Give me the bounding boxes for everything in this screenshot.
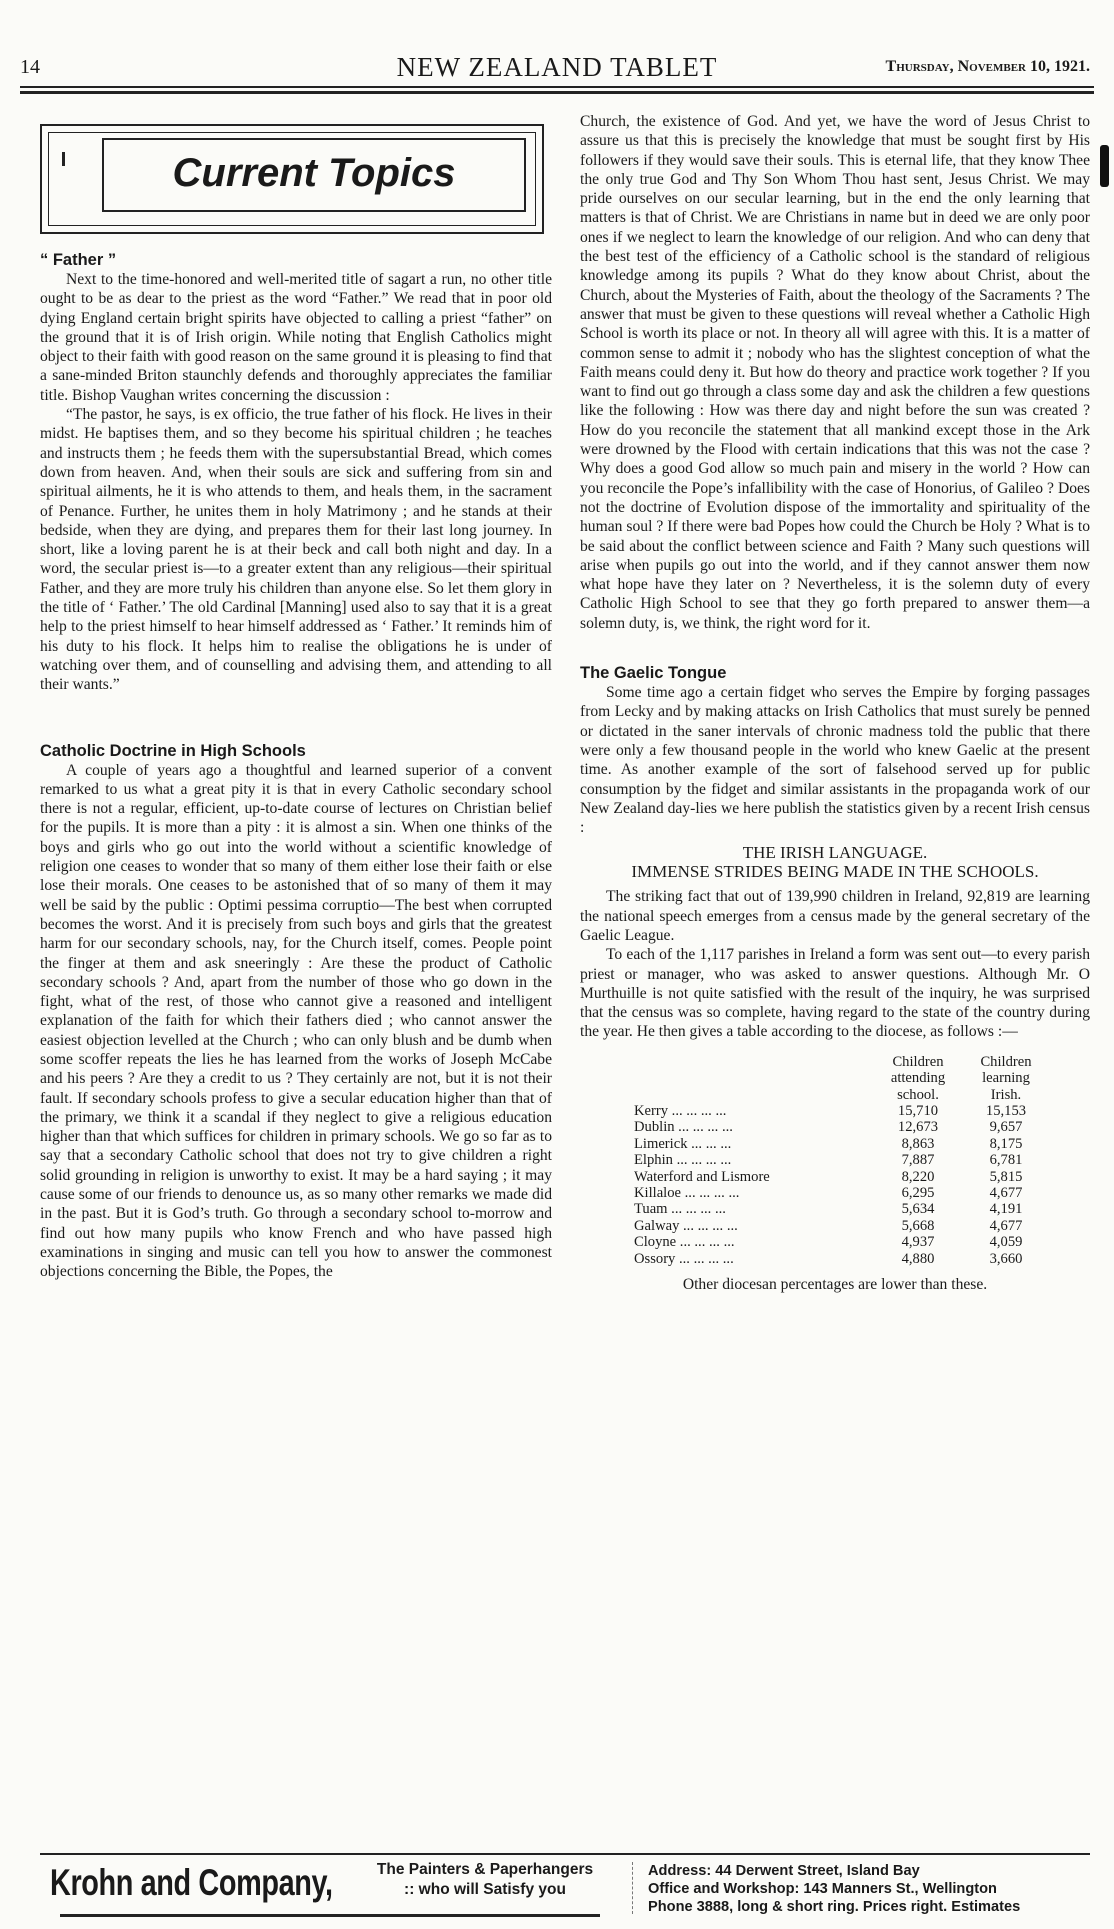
- header-attending-2: attending: [890, 1070, 946, 1087]
- attending-cell: 4,880: [901, 1250, 935, 1267]
- catholic-doctrine-title: Catholic Doctrine in High Schools: [40, 741, 306, 760]
- ad-rule-bottom: [60, 1914, 600, 1917]
- page-edge-mark: [1100, 145, 1109, 187]
- box-ornament: [62, 152, 65, 166]
- census-table: [634, 1054, 1050, 1267]
- learning-cell: 4,059: [989, 1234, 1023, 1251]
- catholic-doctrine-paragraph-2: Church, the existence of God. And yet, we have the word of Jesus Christ to assure us that this is precisely the knowledge that must be sought first by His followers if they would save their souls. This is eternal life, that they know Thee the only true God and Thy Son Whom Thou hast sent, Jesus Christ. We may pride ourselves on our secular learning, but in the end the only learning that matters is that of Christ. We are Christians in name but in deed we are only poor ones if we neglect to learn the knowledge of our religion. And who can deny that the best test of the efficiency of a Catholic school is the standard of religious knowledge among its pupils ? What do they know about Christ, about the Church, about the Mysteries of Faith, about the theology of the Sacraments ? The answer that must be given to these questions will reveal whether a Catholic High School is worth its place or not. In theory all will agree with this. It is a matter of common sense to admit it ; nobody who has the slightest conception of what the Faith means could deny it. But how do theory and practice work together ? If you want to find out go through a class some day and ask the children a few questions like the following : How was there day and night before the sun was created ? How do you reconcile the statement that all mankind except those in the Ark were drowned by the Flood with certain indications that this was not the case ? Why does a good God allow so much pain and misery in the world ? How can you reconcile the Pope’s infallibility with the case of Honorius, of Galileo ? Does not the doctrine of Evolution dispose of the immortality and spirituality of the human soul ? If there were bad Popes how could the Church be Holy ? What is to be said about the conflict between science and Faith ? Many such questions will arise when pupils go out into the world, and if they cannot answer them now what hope have they later on ? Nevertheless, it is the solemn duty of every Catholic High School to see that they go forth prepared to answer them—a solemn duty, is, we think, the right word for it.: [580, 113, 1090, 632]
- section-gap: [580, 633, 1090, 663]
- census-header-row-2: [634, 1070, 1050, 1086]
- census-header-row-1: [634, 1054, 1050, 1070]
- table-row: [634, 1201, 1050, 1217]
- masthead-rule-thick: [20, 91, 1094, 94]
- diocesan-footnote: Other diocesan percentages are lower than these.: [682, 1276, 988, 1294]
- diocese-cell: Kerry ... ... ... ...: [634, 1102, 727, 1119]
- table-row: [634, 1185, 1050, 1201]
- left-column: [40, 112, 552, 1282]
- diocese-cell: Tuam ... ... ... ...: [634, 1201, 726, 1218]
- diocese-cell: Limerick ... ... ...: [634, 1135, 732, 1152]
- learning-cell: 5,815: [989, 1168, 1023, 1185]
- diocese-cell: Cloyne ... ... ... ...: [634, 1234, 735, 1251]
- headline-line-2: IMMENSE STRIDES BEING MADE IN THE SCHOOLS.: [631, 862, 1039, 882]
- census-header-blank: [634, 1054, 874, 1070]
- ad-tagline-line-1: The Painters & Paperhangers: [376, 1861, 594, 1878]
- attending-cell: 5,634: [901, 1201, 935, 1218]
- section-gap: [40, 695, 552, 741]
- masthead-rule: [20, 86, 1094, 88]
- attending-cell: 15,710: [897, 1102, 939, 1119]
- table-row: [634, 1169, 1050, 1185]
- headline-line-1: THE IRISH LANGUAGE.: [742, 843, 928, 863]
- header-attending-1: Children: [892, 1053, 944, 1070]
- header-learning-1: Children: [980, 1053, 1032, 1070]
- father-paragraph-1: Next to the time-honored and well-merited title of sagart a run, no other title ought to be as dear to the priest as the word “Father.” We read that in poor old dying England certain bright spirits have objected to calling a priest “father” on the ground that it is of Irish origin. While noting that English Catholics might object to their faith with good reason on the same ground it is pleasing to find that a sane-minded Briton staunchly defends and thoroughly appreciates the familiar title. Bishop Vaughan writes concerning the discussion :: [40, 271, 552, 404]
- diocese-cell: Elphin ... ... ... ...: [634, 1152, 732, 1169]
- ad-office: Office and Workshop: 143 Manners St., Wellington: [648, 1881, 997, 1897]
- learning-cell: 15,153: [985, 1102, 1027, 1119]
- learning-cell: 9,657: [989, 1119, 1023, 1136]
- table-row: [634, 1234, 1050, 1250]
- table-row: [634, 1152, 1050, 1168]
- masthead: [20, 52, 1094, 86]
- ad-tagline: [355, 1860, 615, 1900]
- father-paragraph-2: “The pastor, he says, is ex officio, the true father of his flock. He lives in their midst. He baptises them, and so they become his spiritual children ; he teaches and instructs them ; he feeds them with the supersubstantial Bread, which comes down from heaven. And, when their souls are sick and suffering from sin and spiritual ailments, he it is who attends to them, and heals them, in the sacrament of Penance. Further, he unites them in holy Matrimony ; and he stands at their bedside, when they are dying, and prepares them for their last long journey. In short, like a loving parent he is at their beck and call both night and day. In a word, the secular priest is—to a greater extent than any religious—their spiritual Father, and they are more truly his children than anyone else. So let them glory in the title of ‘ Father.’ The old Cardinal [Manning] used also to say that it is a great help to the priest himself to hear himself addressed as ‘ Father.’ It reminds him of his duty to his flock. It helps him to realise the obligations he is under of watching over them, and of counselling and advising them, and attending to all their wants.”: [40, 406, 552, 694]
- table-row: [634, 1103, 1050, 1119]
- irish-language-headline: [580, 843, 1090, 881]
- attending-cell: 12,673: [897, 1119, 939, 1136]
- diocese-cell: Dublin ... ... ... ...: [634, 1119, 733, 1136]
- krohn-advertisement: [40, 1858, 1090, 1920]
- ad-address: Address: 44 Derwent Street, Island Bay: [648, 1863, 920, 1879]
- ad-divider: [632, 1862, 634, 1914]
- ad-company-name: Krohn and Company,: [50, 1862, 333, 1903]
- header-attending-3: school.: [897, 1086, 939, 1103]
- ad-rule-top: [40, 1853, 1090, 1855]
- gaelic-paragraph-3: To each of the 1,117 parishes in Ireland a form was sent out—to every parish priest or manager, who was asked to answer questions. Although Mr. O Murthuille is not quite satisfied with the result of the inquiry, he was surprised that the census was so complete, having regard to the state of the country during the year. He then gives a table according to the diocese, as follows :—: [580, 946, 1090, 1041]
- diocese-cell: Killaloe ... ... ... ...: [634, 1185, 740, 1202]
- newspaper-title: NEW ZEALAND TABLET: [396, 52, 718, 82]
- attending-cell: 5,668: [901, 1217, 935, 1234]
- attending-cell: 8,220: [901, 1168, 935, 1185]
- ad-phone: Phone 3888, long & short ring. Prices right. Estimates: [648, 1899, 1021, 1915]
- gaelic-tongue-title: The Gaelic Tongue: [580, 664, 727, 683]
- learning-cell: 3,660: [989, 1250, 1023, 1267]
- header-learning-3: Irish.: [990, 1086, 1022, 1103]
- attending-cell: 6,295: [901, 1185, 935, 1202]
- gaelic-paragraph-2: The striking fact that out of 139,990 children in Ireland, 92,819 are learning the national speech emerges from a census made by the general secretary of the Gaelic League.: [580, 888, 1090, 944]
- current-topics-box: [40, 124, 544, 234]
- learning-cell: 6,781: [989, 1152, 1023, 1169]
- ad-contact: [648, 1862, 1088, 1916]
- learning-cell: 4,677: [989, 1185, 1023, 1202]
- page-number: 14: [20, 56, 40, 78]
- census-header-row-3: [634, 1087, 1050, 1103]
- table-row: [634, 1136, 1050, 1152]
- attending-cell: 4,937: [901, 1234, 935, 1251]
- learning-cell: 8,175: [989, 1135, 1023, 1152]
- issue-date: Thursday, November 10, 1921.: [885, 58, 1090, 75]
- table-row: [634, 1251, 1050, 1267]
- diocese-cell: Ossory ... ... ... ...: [634, 1250, 734, 1267]
- learning-cell: 4,191: [989, 1201, 1023, 1218]
- table-row: [634, 1218, 1050, 1234]
- father-title: “ Father ”: [40, 251, 117, 269]
- header-learning-2: learning: [982, 1070, 1030, 1087]
- current-topics-heading: Current Topics: [102, 138, 526, 212]
- right-column: [580, 112, 1090, 1294]
- census-header-blank: [634, 1087, 874, 1103]
- diocese-cell: Waterford and Lismore: [634, 1168, 770, 1185]
- ad-tagline-line-2: :: who will Satisfy you: [404, 1881, 566, 1898]
- diocese-cell: Galway ... ... ... ...: [634, 1217, 738, 1234]
- table-row: [634, 1119, 1050, 1135]
- census-header-blank: [634, 1070, 874, 1086]
- catholic-doctrine-paragraph-1: A couple of years ago a thoughtful and learned superior of a convent remarked to us what a great pity it is that in every Catholic secondary school there is not a regular, efficient, up-to-date course of lectures on Christian belief for the pupils. It is more than a pity : it is almost a sin. When one thinks of the boys and girls who go out into the world without a scientific knowledge of religion one ceases to wonder that so many of them either lose their faith or else lose their morals. One ceases to be astonished that of so many of them it may well be said by the public : Optimi pessima corruptio—The best when corrupted becomes the worst. And it is precisely from such boys and girls that the greatest harm for our secondary schools, nay, for the Church itself, comes. People point the finger at them and ask sneeringly : Are these the product of Catholic secondary schools ? And, apart from the number of those who go down in the fight, what of the rest, of those who cannot give a reasoned and intelligent explanation of the faith for which their fathers died ; who cannot answer the easiest objection levelled at the Church ; who can only blush and be dumb when some scoffer repeats the lies he has learned from the works of Joseph McCabe and his peers ? Are they a credit to us ? They certainly are not, but it is not their fault. If secondary schools profess to give a secular education higher than that of the primary, we think it a scandal if they neglect to give a religious education higher than that which suffices for children in primary schools. We go so far as to say that a secondary Catholic school that does not try to give children a right solid grounding in religion is unworthy to exist. It may be a hard saying ; it may cause some of our friends to denounce us, as so many other remarks we made did in the past. But it is God’s truth. Go through a secondary school to-morrow and find out how many pupils who know French and who have passed high examinations in singing and music can tell you how to answer the commonest objections concerning the Bible, the Popes, the: [40, 761, 552, 1281]
- attending-cell: 8,863: [901, 1135, 935, 1152]
- attending-cell: 7,887: [901, 1152, 935, 1169]
- learning-cell: 4,677: [989, 1217, 1023, 1234]
- gaelic-paragraph-1: Some time ago a certain fidget who serves the Empire by forging passages from Lecky and by making attacks on Irish Catholics that must surely be penned or dictated in the saner intervals of chronic madness told the public that there were only a few thousand people in the world who knew Gaelic at the present time. As another example of the sort of falsehood served up for public consumption by the fidget and similar assistants in the propaganda work of our New Zealand day-lies we here publish the statistics given by a recent Irish census :: [580, 684, 1090, 837]
